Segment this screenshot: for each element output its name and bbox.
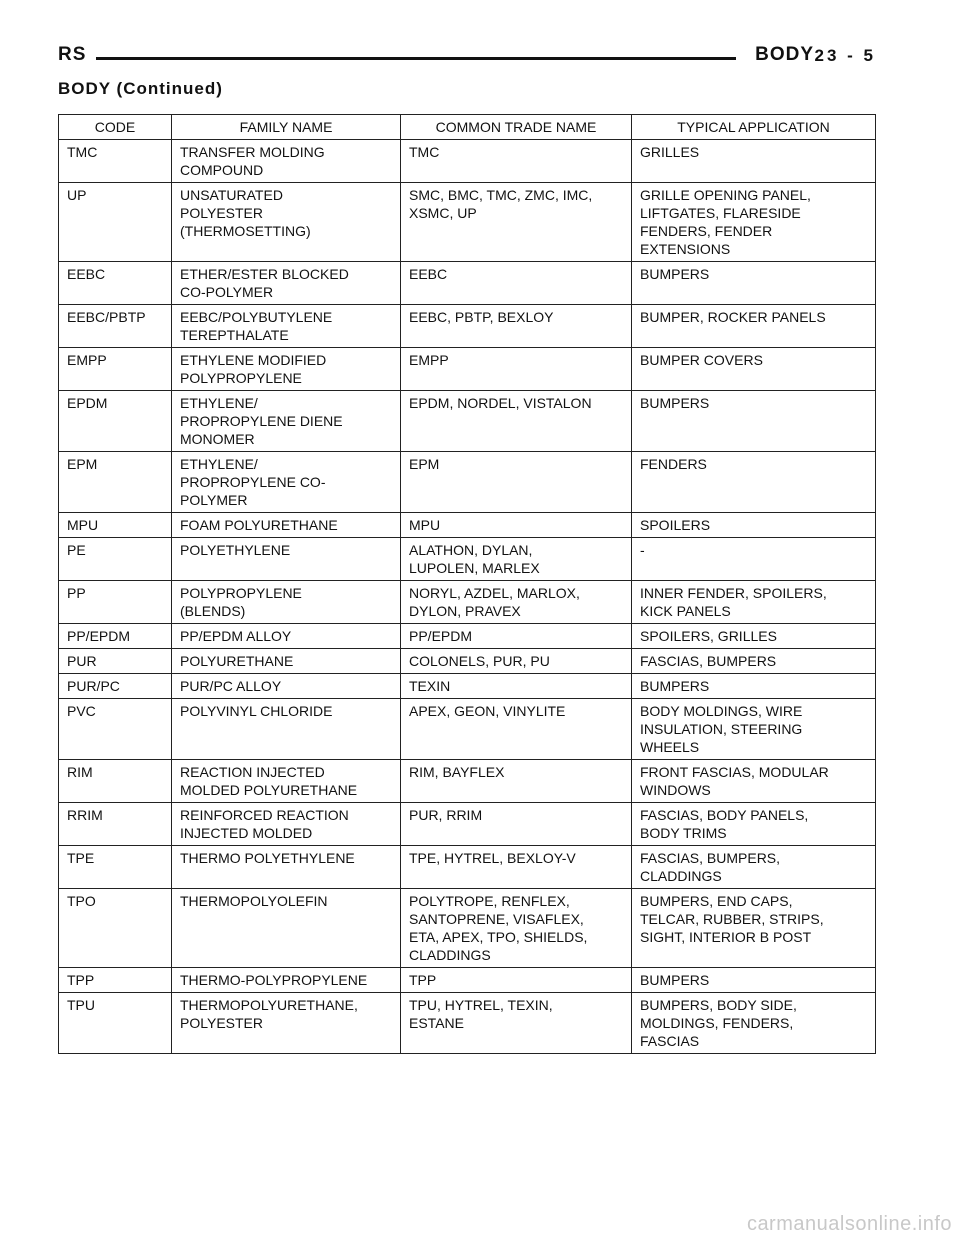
cell-code: PUR/PC: [59, 674, 172, 699]
cell-application: SPOILERS, GRILLES: [632, 624, 876, 649]
cell-trade-name: COLONELS, PUR, PU: [401, 649, 632, 674]
cell-trade-name: EPM: [401, 452, 632, 513]
model-code: RS: [58, 44, 87, 65]
cell-application: BUMPERS: [632, 262, 876, 305]
table-row: [59, 760, 876, 803]
cell-application: FASCIAS, BUMPERS, CLADDINGS: [632, 846, 876, 889]
cell-code: TMC: [59, 140, 172, 183]
table-row: [59, 699, 876, 760]
cell-code: TPO: [59, 889, 172, 968]
cell-trade-name: PUR, RRIM: [401, 803, 632, 846]
cell-trade-name: EEBC: [401, 262, 632, 305]
cell-family-name: REACTION INJECTED MOLDED POLYURETHANE: [172, 760, 401, 803]
table-row: [59, 993, 876, 1054]
cell-code: TPE: [59, 846, 172, 889]
cell-code: PP/EPDM: [59, 624, 172, 649]
cell-family-name: POLYPROPYLENE (BLENDS): [172, 581, 401, 624]
cell-code: EEBC: [59, 262, 172, 305]
cell-code: MPU: [59, 513, 172, 538]
cell-family-name: EEBC/POLYBUTYLENE TEREPTHALATE: [172, 305, 401, 348]
cell-application: FENDERS: [632, 452, 876, 513]
cell-application: BUMPER COVERS: [632, 348, 876, 391]
cell-trade-name: EMPP: [401, 348, 632, 391]
cell-trade-name: APEX, GEON, VINYLITE: [401, 699, 632, 760]
table-row: [59, 624, 876, 649]
cell-family-name: THERMO POLYETHYLENE: [172, 846, 401, 889]
cell-code: EMPP: [59, 348, 172, 391]
table-row: [59, 889, 876, 968]
table-row: [59, 452, 876, 513]
cell-application: BUMPERS, END CAPS, TELCAR, RUBBER, STRIPS, SIGHT, INTERIOR B POST: [632, 889, 876, 968]
cell-application: BUMPERS: [632, 968, 876, 993]
table-row: [59, 581, 876, 624]
watermark: carmanualsonline.info: [746, 1213, 952, 1235]
cell-trade-name: SMC, BMC, TMC, ZMC, IMC, XSMC, UP: [401, 183, 632, 262]
cell-trade-name: TPU, HYTREL, TEXIN, ESTANE: [401, 993, 632, 1054]
page-header: [58, 44, 876, 72]
cell-family-name: ETHER/ESTER BLOCKED CO-POLYMER: [172, 262, 401, 305]
cell-application: BODY MOLDINGS, WIRE INSULATION, STEERING WHEELS: [632, 699, 876, 760]
table-row: [59, 305, 876, 348]
cell-trade-name: TPP: [401, 968, 632, 993]
table-header-row: [59, 115, 876, 140]
section-subtitle: BODY (Continued): [58, 79, 223, 98]
cell-trade-name: POLYTROPE, RENFLEX, SANTOPRENE, VISAFLEX, ETA, APEX, TPO, SHIELDS, CLADDINGS: [401, 889, 632, 968]
cell-application: BUMPERS: [632, 391, 876, 452]
cell-application: BUMPERS: [632, 674, 876, 699]
cell-code: TPU: [59, 993, 172, 1054]
cell-family-name: POLYVINYL CHLORIDE: [172, 699, 401, 760]
table-row: [59, 262, 876, 305]
cell-family-name: THERMO-POLYPROPYLENE: [172, 968, 401, 993]
table-body: [59, 140, 876, 1054]
cell-code: EPM: [59, 452, 172, 513]
cell-family-name: POLYURETHANE: [172, 649, 401, 674]
column-header-application: TYPICAL APPLICATION: [632, 115, 876, 140]
cell-code: TPP: [59, 968, 172, 993]
cell-code: PVC: [59, 699, 172, 760]
cell-application: FRONT FASCIAS, MODULAR WINDOWS: [632, 760, 876, 803]
table-row: [59, 391, 876, 452]
cell-application: SPOILERS: [632, 513, 876, 538]
cell-code: UP: [59, 183, 172, 262]
section-title: BODY: [755, 44, 814, 65]
cell-family-name: UNSATURATED POLYESTER (THERMOSETTING): [172, 183, 401, 262]
cell-family-name: THERMOPOLYOLEFIN: [172, 889, 401, 968]
column-header-family-name: FAMILY NAME: [172, 115, 401, 140]
cell-code: EPDM: [59, 391, 172, 452]
cell-application: GRILLE OPENING PANEL, LIFTGATES, FLARESIDE FENDERS, FENDER EXTENSIONS: [632, 183, 876, 262]
cell-trade-name: MPU: [401, 513, 632, 538]
cell-trade-name: ALATHON, DYLAN, LUPOLEN, MARLEX: [401, 538, 632, 581]
cell-application: GRILLES: [632, 140, 876, 183]
table-row: [59, 140, 876, 183]
cell-application: INNER FENDER, SPOILERS, KICK PANELS: [632, 581, 876, 624]
cell-trade-name: RIM, BAYFLEX: [401, 760, 632, 803]
cell-code: PP: [59, 581, 172, 624]
table-row: [59, 649, 876, 674]
cell-family-name: ETHYLENE/ PROPROPYLENE CO- POLYMER: [172, 452, 401, 513]
cell-trade-name: TMC: [401, 140, 632, 183]
table-row: [59, 968, 876, 993]
header-rule: [96, 57, 736, 60]
cell-family-name: PUR/PC ALLOY: [172, 674, 401, 699]
table-row: [59, 183, 876, 262]
cell-application: BUMPER, ROCKER PANELS: [632, 305, 876, 348]
cell-family-name: ETHYLENE MODIFIED POLYPROPYLENE: [172, 348, 401, 391]
cell-code: PUR: [59, 649, 172, 674]
cell-trade-name: PP/EPDM: [401, 624, 632, 649]
cell-trade-name: EPDM, NORDEL, VISTALON: [401, 391, 632, 452]
cell-family-name: POLYETHYLENE: [172, 538, 401, 581]
cell-application: FASCIAS, BODY PANELS, BODY TRIMS: [632, 803, 876, 846]
cell-family-name: PP/EPDM ALLOY: [172, 624, 401, 649]
cell-family-name: TRANSFER MOLDING COMPOUND: [172, 140, 401, 183]
cell-family-name: ETHYLENE/ PROPROPYLENE DIENE MONOMER: [172, 391, 401, 452]
cell-application: FASCIAS, BUMPERS: [632, 649, 876, 674]
cell-family-name: FOAM POLYURETHANE: [172, 513, 401, 538]
table-row: [59, 846, 876, 889]
cell-code: EEBC/PBTP: [59, 305, 172, 348]
cell-code: RIM: [59, 760, 172, 803]
plastics-table: [58, 114, 876, 1054]
cell-application: -: [632, 538, 876, 581]
page-number: 23 - 5: [814, 46, 876, 65]
cell-trade-name: TPE, HYTREL, BEXLOY-V: [401, 846, 632, 889]
table-row: [59, 348, 876, 391]
cell-trade-name: NORYL, AZDEL, MARLOX, DYLON, PRAVEX: [401, 581, 632, 624]
column-header-code: CODE: [59, 115, 172, 140]
table-row: [59, 513, 876, 538]
column-header-trade-name: COMMON TRADE NAME: [401, 115, 632, 140]
cell-code: PE: [59, 538, 172, 581]
cell-trade-name: TEXIN: [401, 674, 632, 699]
cell-family-name: REINFORCED REACTION INJECTED MOLDED: [172, 803, 401, 846]
cell-trade-name: EEBC, PBTP, BEXLOY: [401, 305, 632, 348]
table-row: [59, 803, 876, 846]
table-row: [59, 538, 876, 581]
table-row: [59, 674, 876, 699]
cell-application: BUMPERS, BODY SIDE, MOLDINGS, FENDERS, FASCIAS: [632, 993, 876, 1054]
cell-family-name: THERMOPOLYURETHANE, POLYESTER: [172, 993, 401, 1054]
cell-code: RRIM: [59, 803, 172, 846]
